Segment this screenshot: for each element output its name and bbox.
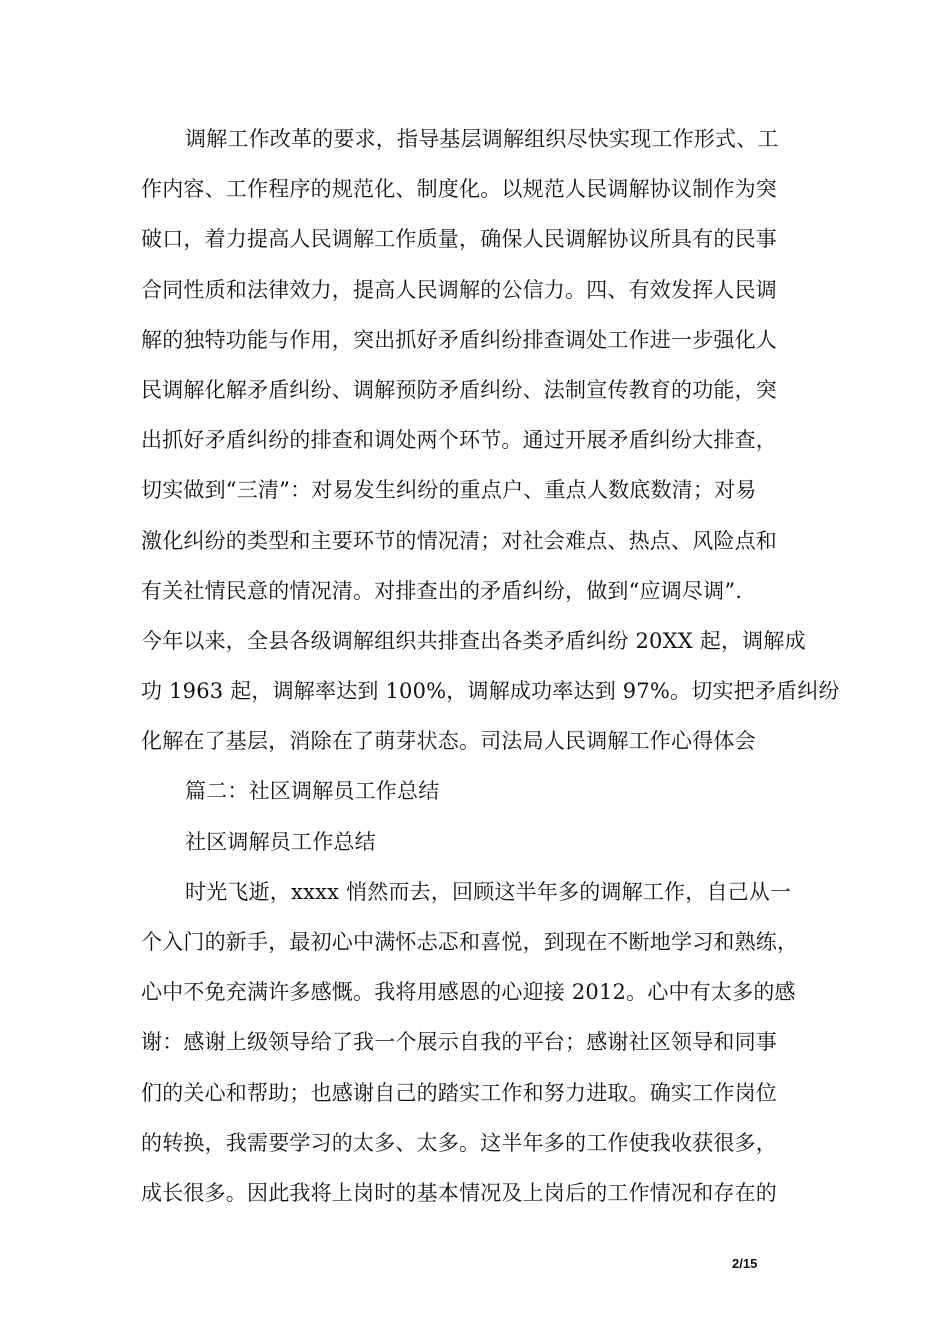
text-line: 成长很多。因此我将上岗时的基本情况及上岗后的工作情况和存在的 (141, 1180, 777, 1205)
document-body (141, 114, 840, 1218)
text-line: 合同性质和法律效力，提高人民调解的公信力。四、有效发挥人民调 (141, 277, 777, 302)
text-line: 功 1963 起，调解率达到 100%，调解成功率达到 97%。切实把矛盾纠纷 (141, 679, 840, 704)
text-line: 有关社情民意的情况清。对排查出的矛盾纠纷，做到“应调尽调”. (141, 578, 743, 603)
page-number: 2/15 (732, 1256, 758, 1271)
text-line: 谢：感谢上级领导给了我一个展示自我的平台；感谢社区领导和同事 (141, 1030, 777, 1055)
text-line: 个入门的新手，最初心中满怀忐忑和喜悦，到现在不断地学习和熟练， (141, 930, 799, 954)
text-line: 今年以来，全县各级调解组织共排查出各类矛盾纠纷 20XX 起，调解成 (141, 628, 806, 653)
text-line: 们的关心和帮助；也感谢自己的踏实工作和努力进取。确实工作岗位 (141, 1080, 777, 1105)
article-title: 社区调解员工作总结 (185, 829, 376, 854)
text-line: 心中不免充满许多感慨。我将用感恩的心迎接 2012。心中有太多的感 (141, 980, 796, 1005)
text-line: 时光飞逝，xxxx 悄然而去，回顾这半年多的调解工作，自己从一 (185, 879, 792, 904)
section-heading: 篇二：社区调解员工作总结 (185, 779, 440, 804)
text-line: 激化纠纷的类型和主要环节的情况清；对社会难点、热点、风险点和 (141, 528, 777, 553)
text-line: 切实做到“三清”：对易发生纠纷的重点户、重点人数底数清；对易 (141, 478, 757, 503)
text-line: 破口，着力提高人民调解工作质量，确保人民调解协议所具有的民事 (141, 227, 777, 252)
text-line: 化解在了基层，消除在了萌芽状态。司法局人民调解工作心得体会 (141, 729, 756, 754)
text-line: 调解工作改革的要求，指导基层调解组织尽快实现工作形式、工 (185, 127, 779, 151)
text-line: 解的独特功能与作用，突出抓好矛盾纠纷排查调处工作进一步强化人 (141, 327, 777, 352)
text-line: 的转换，我需要学习的太多、太多。这半年多的工作使我收获很多， (141, 1130, 777, 1155)
text-line: 民调解化解矛盾纠纷、调解预防矛盾纠纷、法制宣传教育的功能，突 (141, 377, 777, 402)
text-line: 作内容、工作程序的规范化、制度化。以规范人民调解协议制作为突 (141, 177, 777, 202)
text-line: 出抓好矛盾纠纷的排查和调处两个环节。通过开展矛盾纠纷大排查， (141, 428, 777, 453)
